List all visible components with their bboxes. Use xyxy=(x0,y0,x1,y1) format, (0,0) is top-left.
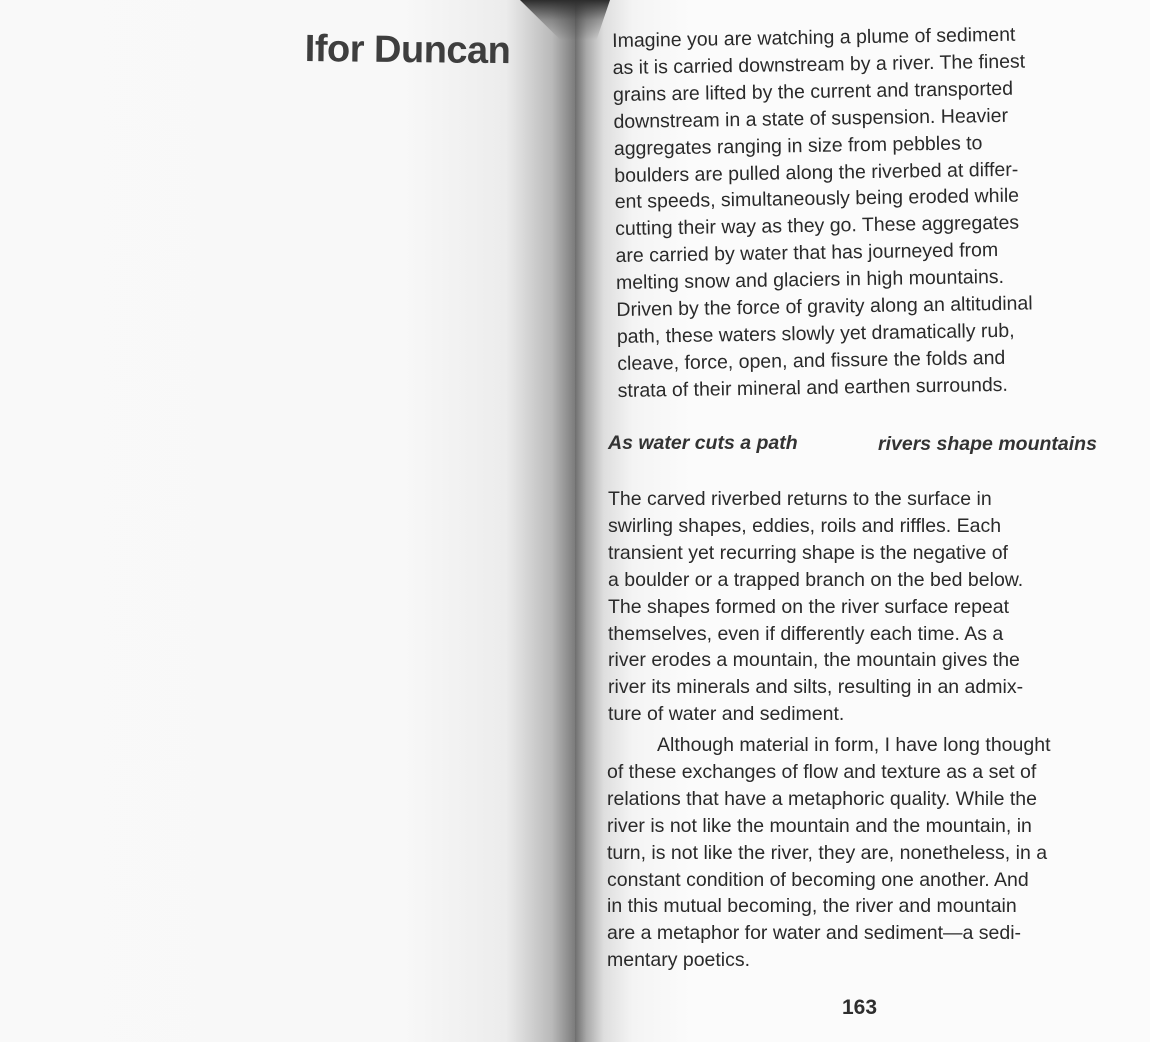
paragraph-3-line: Although material in form, I have long thought xyxy=(657,734,1051,756)
paragraph-1-line: cutting their way as they go. These aggregates xyxy=(614,211,1020,241)
paragraph-1-line: Driven by the force of gravity along an altitudinal xyxy=(616,292,1033,322)
paragraph-1-line: Imagine you are watching a plume of sediment xyxy=(612,23,1016,52)
paragraph-1-line: strata of their mineral and earthen surrounds. xyxy=(617,373,1009,402)
subheading-right: rivers shape mountains xyxy=(878,433,1097,455)
paragraph-2-line: river its minerals and silts, resulting in an admix- xyxy=(608,676,1024,699)
paragraph-3-line: relations that have a metaphoric quality. While the xyxy=(607,787,1037,810)
paragraph-1-line: aggregates ranging in size from pebbles to xyxy=(613,131,983,160)
paragraph-3 xyxy=(607,732,1051,974)
paragraph-3-line: constant condition of becoming one another. And xyxy=(607,868,1029,891)
paragraph-1-line: cleave, force, open, and fissure the folds and xyxy=(617,346,1006,375)
paragraph-1-line: downstream in a state of suspension. Heavier xyxy=(613,104,1009,133)
paragraph-2-line: themselves, even if differently each time. As a xyxy=(608,622,1004,645)
paragraph-3-line: are a metaphor for water and sediment—a sedi- xyxy=(607,922,1022,945)
paragraph-2 xyxy=(608,486,1023,728)
paragraph-2-line: swirling shapes, eddies, roils and riffles. Each xyxy=(608,514,1002,537)
paragraph-2-line: The shapes formed on the river surface repeat xyxy=(608,595,1010,618)
author-name: Ifor Duncan xyxy=(304,28,511,73)
paragraph-2-line: a boulder or a trapped branch on the bed below. xyxy=(608,568,1024,591)
page-number: 163 xyxy=(842,996,878,1019)
paragraph-2-line: ture of water and sediment. xyxy=(608,703,845,726)
paragraph-1-line: are carried by water that has journeyed from xyxy=(615,239,999,268)
section-subheading xyxy=(608,432,1128,462)
paragraph-1-line: path, these waters slowly yet dramatically rub, xyxy=(616,319,1015,348)
paragraph-3-line: of these exchanges of flow and texture as a set of xyxy=(607,760,1037,783)
paragraph-1-line: boulders are pulled along the riverbed at differ- xyxy=(614,158,1019,187)
paragraph-2-line: river erodes a mountain, the mountain gives the xyxy=(608,649,1020,672)
paragraph-1-line: as it is carried downstream by a river. The finest xyxy=(612,50,1026,79)
paragraph-3-line: mentary poetics. xyxy=(607,949,751,972)
paragraph-2-line: The carved riverbed returns to the surface in xyxy=(608,488,992,510)
paragraph-3-line: in this mutual becoming, the river and mountain xyxy=(607,895,1017,918)
paragraph-1-line: melting snow and glaciers in high mountains. xyxy=(615,266,1005,295)
subheading-left: As water cuts a path xyxy=(608,432,798,454)
paragraph-1-line: ent speeds, simultaneously being eroded while xyxy=(614,185,1020,214)
paragraph-1-line: grains are lifted by the current and transported xyxy=(612,77,1014,106)
paragraph-2-line: transient yet recurring shape is the negative of xyxy=(608,541,1008,564)
paragraph-3-line: river is not like the mountain and the mountain, in xyxy=(607,814,1032,837)
paragraph-3-line: turn, is not like the river, they are, nonetheless, in a xyxy=(607,841,1048,864)
paragraph-1 xyxy=(612,21,1034,404)
